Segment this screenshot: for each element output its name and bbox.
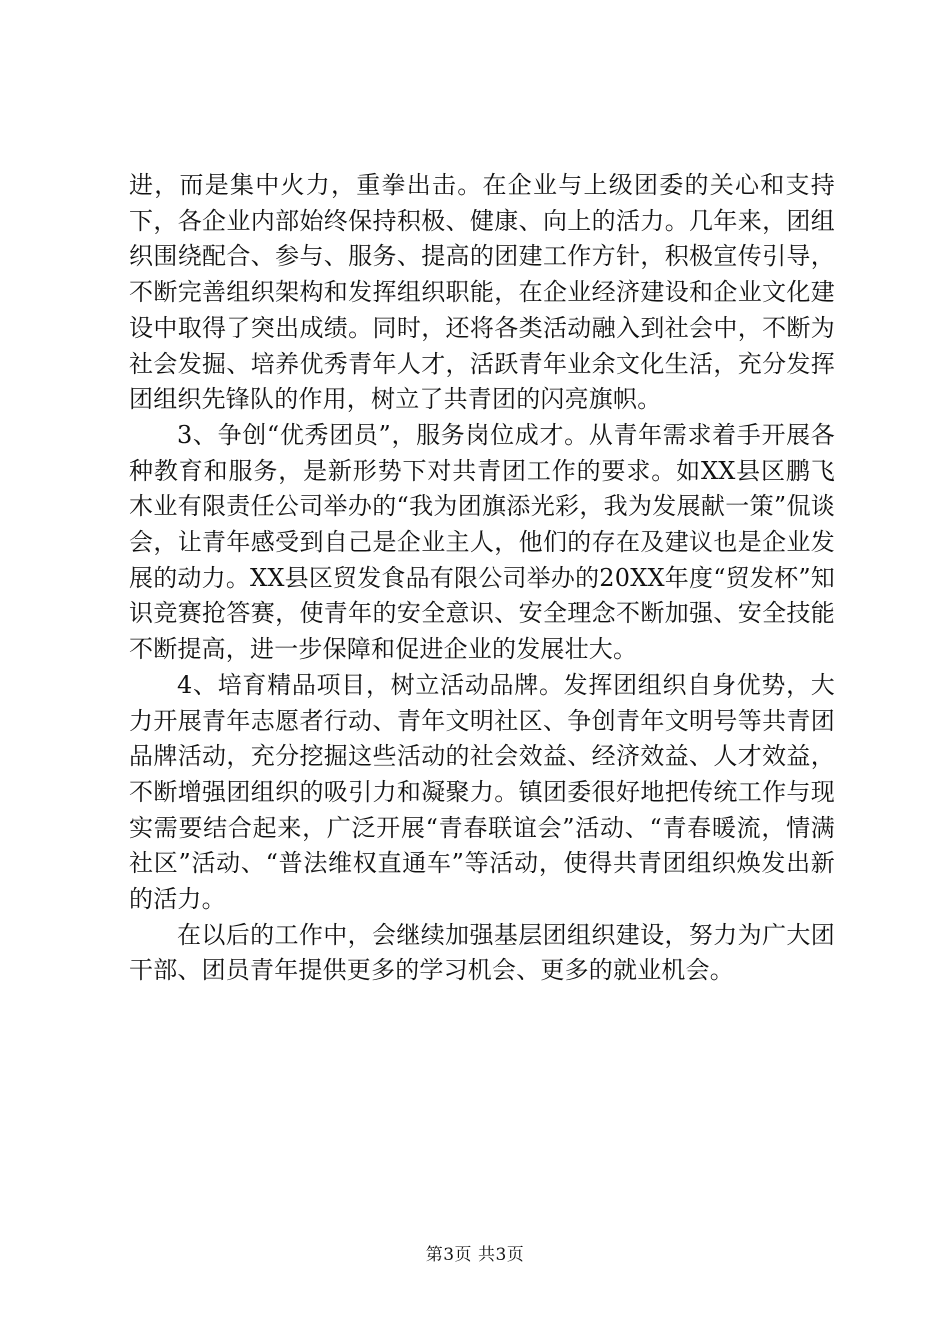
document-body	[129, 168, 835, 989]
paragraph-item-3: 3、争创“优秀团员”，服务岗位成才。从青年需求着手开展各种教育和服务，是新形势下对共青团工作的要求。如XX县区鹏飞木业有限责任公司举办的“我为团旗添光彩，我为发展献一策”侃谈会，让青年感受到自己是企业主人，他们的存在及建议也是企业发展的动力。XX县区贸发食品有限公司举办的20XX年度“贸发杯”知识竞赛抢答赛，使青年的安全意识、安全理念不断加强、安全技能不断提高，进一步保障和促进企业的发展壮大。	[129, 420, 835, 664]
page-number-footer: 第3页 共3页	[425, 1245, 525, 1265]
paragraph-continuation: 进，而是集中火力，重拳出击。在企业与上级团委的关心和支持下，各企业内部始终保持积极、健康、向上的活力。几年来，团组织围绕配合、参与、服务、提高的团建工作方针，积极宣传引导，不断完善组织架构和发挥组织职能，在企业经济建设和企业文化建设中取得了突出成绩。同时，还将各类活动融入到社会中，不断为社会发掘、培养优秀青年人才，活跃青年业余文化生活，充分发挥团组织先锋队的作用，树立了共青团的闪亮旗帜。	[129, 171, 835, 414]
paragraph-item-4: 4、培育精品项目，树立活动品牌。发挥团组织自身优势，大力开展青年志愿者行动、青年文明社区、争创青年文明号等共青团品牌活动，充分挖掘这些活动的社会效益、经济效益、人才效益，不断增强团组织的吸引力和凝聚力。镇团委很好地把传统工作与现实需要结合起来，广泛开展“青春联谊会”活动、“青春暖流，情满社区”活动、“普法维权直通车”等活动，使得共青团组织焕发出新的活力。	[129, 670, 835, 914]
paragraph-closing: 在以后的工作中，会继续加强基层团组织建设，努力为广大团干部、团员青年提供更多的学习机会、更多的就业机会。	[129, 920, 835, 985]
